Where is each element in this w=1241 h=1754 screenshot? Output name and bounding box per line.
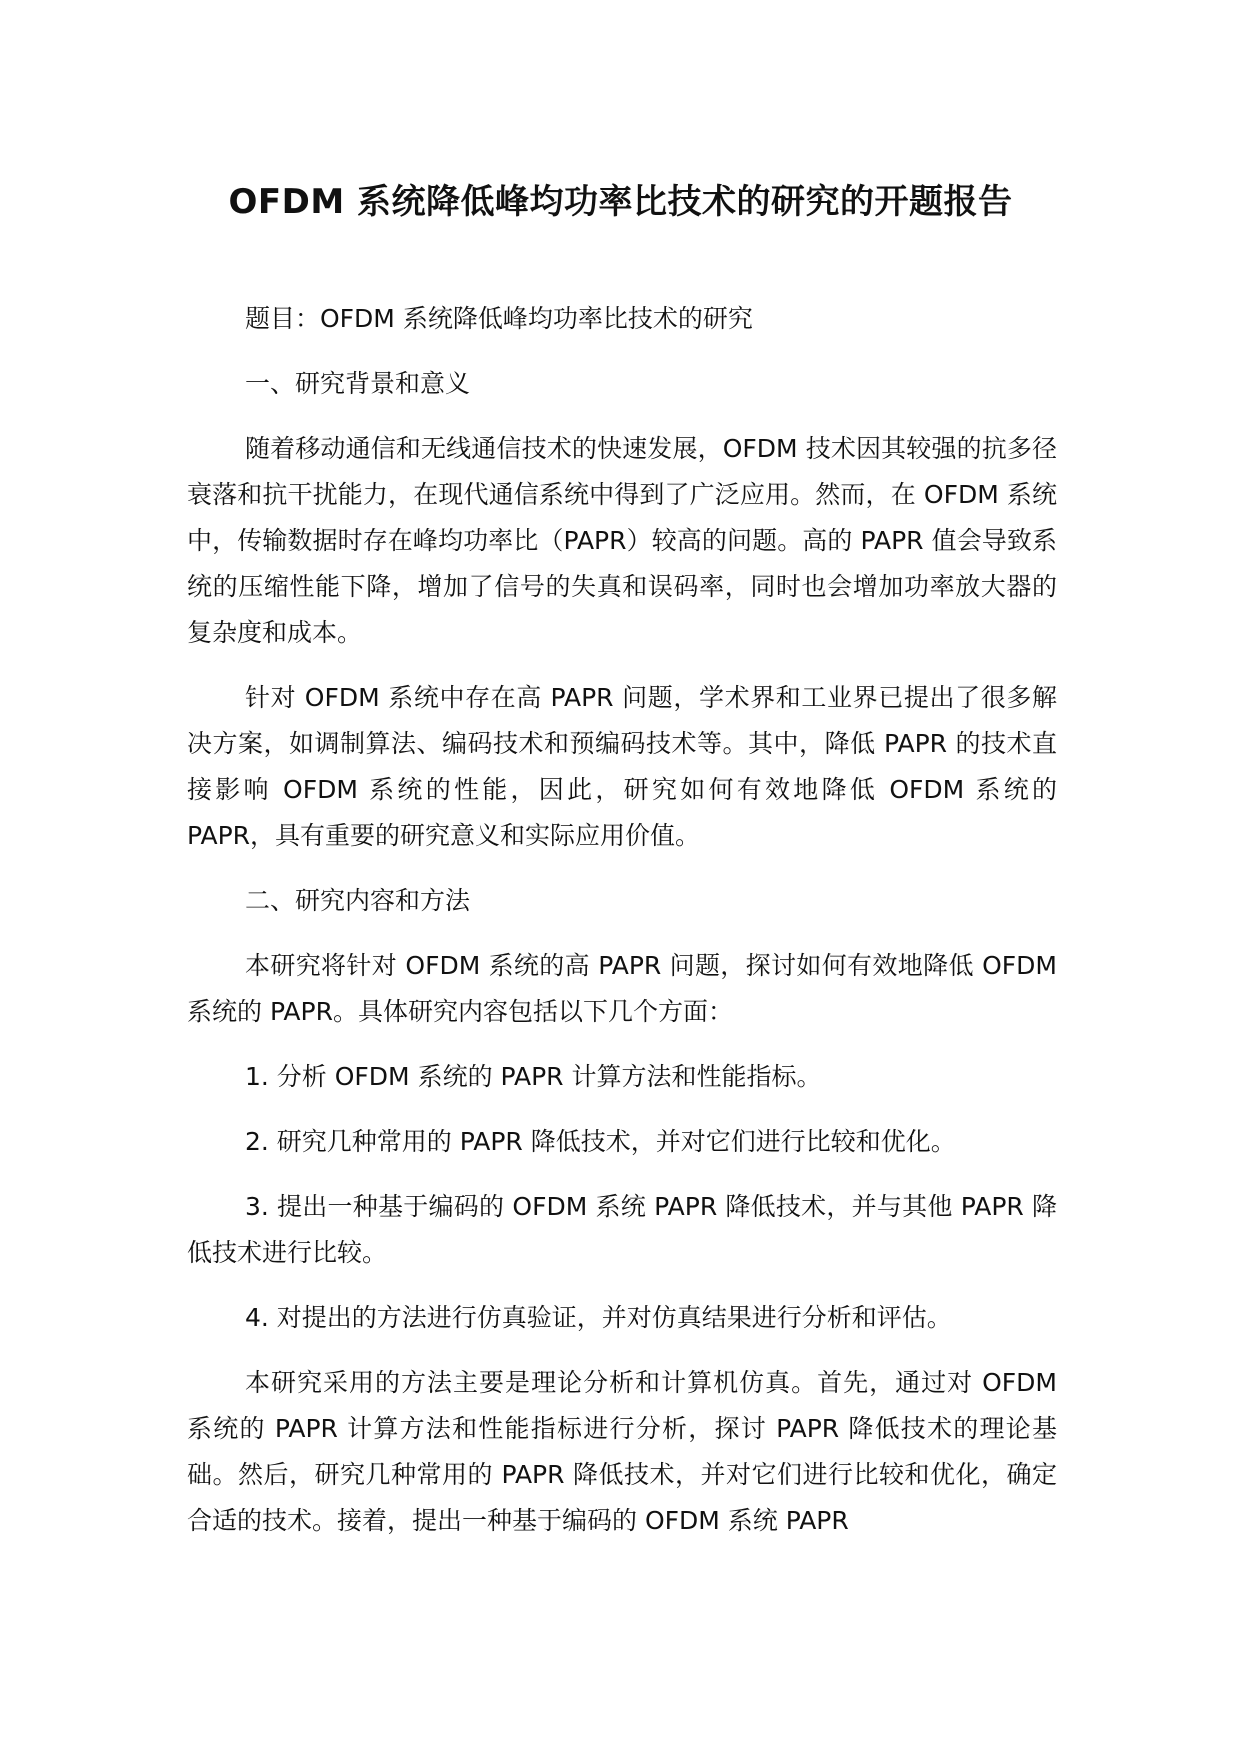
document-title: OFDM 系统降低峰均功率比技术的研究的开题报告	[228, 182, 1013, 222]
paragraph-background-1: 随着移动通信和无线通信技术的快速发展，OFDM 技术因其较强的抗多径衰落和抗干扰能力，在现代通信系统中得到了广泛应用。然而，在 OFDM 系统中，传输数据时存在峰均功率比（PAPR）较高的问题。高的 PAPR 值会导致系统的压缩性能下降，增加了信号的失真和误码率，同时也会增加功率放大器的复杂度和成本。	[187, 434, 1057, 647]
paragraph-content-intro: 本研究将针对 OFDM 系统的高 PAPR 问题，探讨如何有效地降低 OFDM 系统的 PAPR。具体研究内容包括以下几个方面：	[187, 951, 1057, 1026]
paragraph-background-2: 针对 OFDM 系统中存在高 PAPR 问题，学术界和工业界已提出了很多解决方案，如调制算法、编码技术和预编码技术等。其中，降低 PAPR 的技术直接影响 OFDM 系统的性能，因此，研究如何有效地降低 OFDM 系统的 PAPR，具有重要的研究意义和实际应用价值。	[187, 683, 1057, 850]
section-heading-background: 一、研究背景和意义	[245, 369, 471, 398]
list-item-4: 4. 对提出的方法进行仿真验证，并对仿真结果进行分析和评估。	[245, 1303, 952, 1332]
list-item-3: 3. 提出一种基于编码的 OFDM 系统 PAPR 降低技术，并与其他 PAPR 降低技术进行比较。	[187, 1192, 1057, 1267]
section-heading-content-methods: 二、研究内容和方法	[245, 886, 471, 915]
paragraph-methods: 本研究采用的方法主要是理论分析和计算机仿真。首先，通过对 OFDM 系统的 PAPR 计算方法和性能指标进行分析，探讨 PAPR 降低技术的理论基础。然后，研究几种常用的 PAPR 降低技术，并对它们进行比较和优化，确定合适的技术。接着，提出一种基于编码的 OFDM 系统 PAPR	[187, 1368, 1057, 1535]
document-body	[187, 296, 1057, 1563]
list-item-1: 1. 分析 OFDM 系统的 PAPR 计算方法和性能指标。	[245, 1062, 822, 1091]
topic-line: 题目：OFDM 系统降低峰均功率比技术的研究	[245, 304, 753, 333]
list-item-2: 2. 研究几种常用的 PAPR 降低技术，并对它们进行比较和优化。	[245, 1127, 956, 1156]
